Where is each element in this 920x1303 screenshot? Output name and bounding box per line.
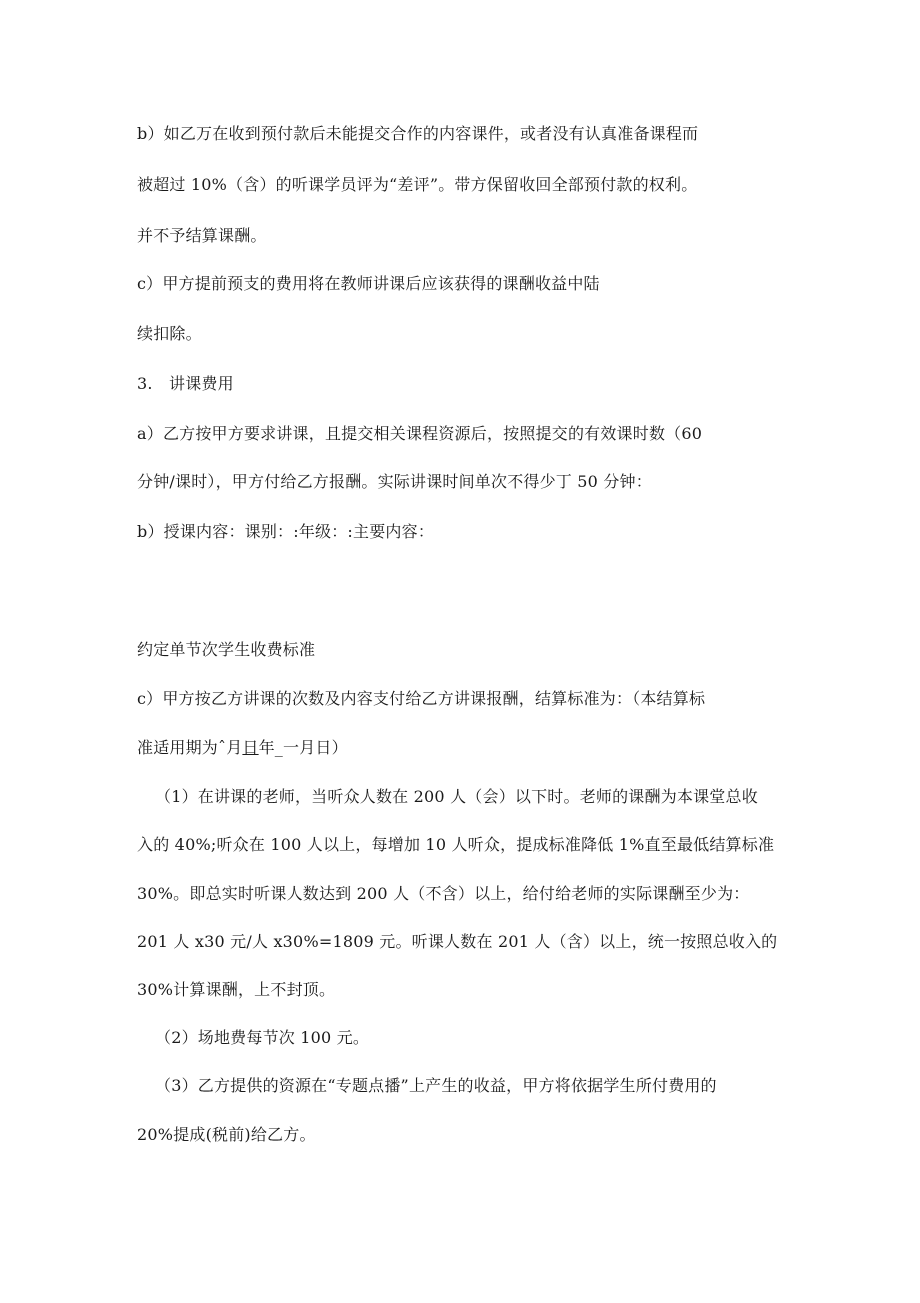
section-number: 3. [137, 374, 153, 393]
paragraph-c-deduct-line-2: 续扣除。 [137, 324, 202, 343]
item-1-line-5: 30%计算课酬，上不封顶。 [137, 980, 336, 999]
standard-title: 约定单节次学生收费标准 [137, 640, 316, 659]
paragraph-b-prepay-line-1: b）如乙万在收到预付款后未能提交合作的内容课件，或者没有认真准备课程而 [137, 124, 699, 143]
item-1-line-3: 30%。即总实时听课人数达到 200 人（不含）以上，给付给老师的实际课酬至少为： [137, 884, 750, 903]
settle-date-part-1: 准适用期为ˆ月 [137, 738, 243, 757]
section-heading-3 [137, 374, 234, 394]
item-3-line-1: （3）乙方提供的资源在“专题点播”上产生的收益，甲方将依据学生所付费用的 [155, 1076, 717, 1095]
item-1-line-1: （1）在讲课的老师，当听众人数在 200 人（会）以下时。老师的课酬为本课堂总收 [155, 787, 758, 806]
paragraph-a-fee-line-2: 分钟/课时），甲方付给乙方报酬。实际讲课时间单次不得少丁 50 分钟： [137, 472, 652, 491]
item-3-line-2: 20%提成(税前)给乙方。 [137, 1125, 316, 1144]
item-2: （2）场地费每节次 100 元。 [155, 1028, 370, 1047]
paragraph-c-deduct-line-1: c）甲方提前预支的费用将在教师讲课后应该获得的课酬收益中陆 [137, 274, 600, 293]
item-1-line-4: 201 人 x30 元/人 x30%=1809 元。听课人数在 201 人（含）以上，统一按照总收入的 [137, 932, 778, 951]
paragraph-c-settle-line-1: c）甲方按乙方讲课的次数及内容支付给乙方讲课报酬，结算标准为：（本结算标 [137, 689, 706, 708]
paragraph-c-settle-line-2 [137, 738, 348, 758]
paragraph-b-prepay-line-3: 并不予结算课酬。 [137, 226, 267, 245]
settle-date-part-2: 年_一月日） [258, 738, 348, 757]
paragraph-b-prepay-line-2: 被超过 10%（含）的听课学员评为“差评”。带方保留收回全部预付款的权利。 [137, 175, 698, 194]
settle-date-day: 日 [242, 738, 259, 757]
item-1-line-2: 入的 40%;听众在 100 人以上，每增加 10 人听众，提成标准降低 1%直至最低结算标准 [137, 835, 775, 854]
paragraph-a-fee-line-1: a）乙方按甲方要求讲课，且提交相关课程资源后，按照提交的有效课时数（60 [137, 424, 703, 443]
section-title: 讲课费用 [169, 374, 234, 393]
paragraph-b-content: b）授课内容：课别：:年级：:主要内容： [137, 522, 435, 541]
